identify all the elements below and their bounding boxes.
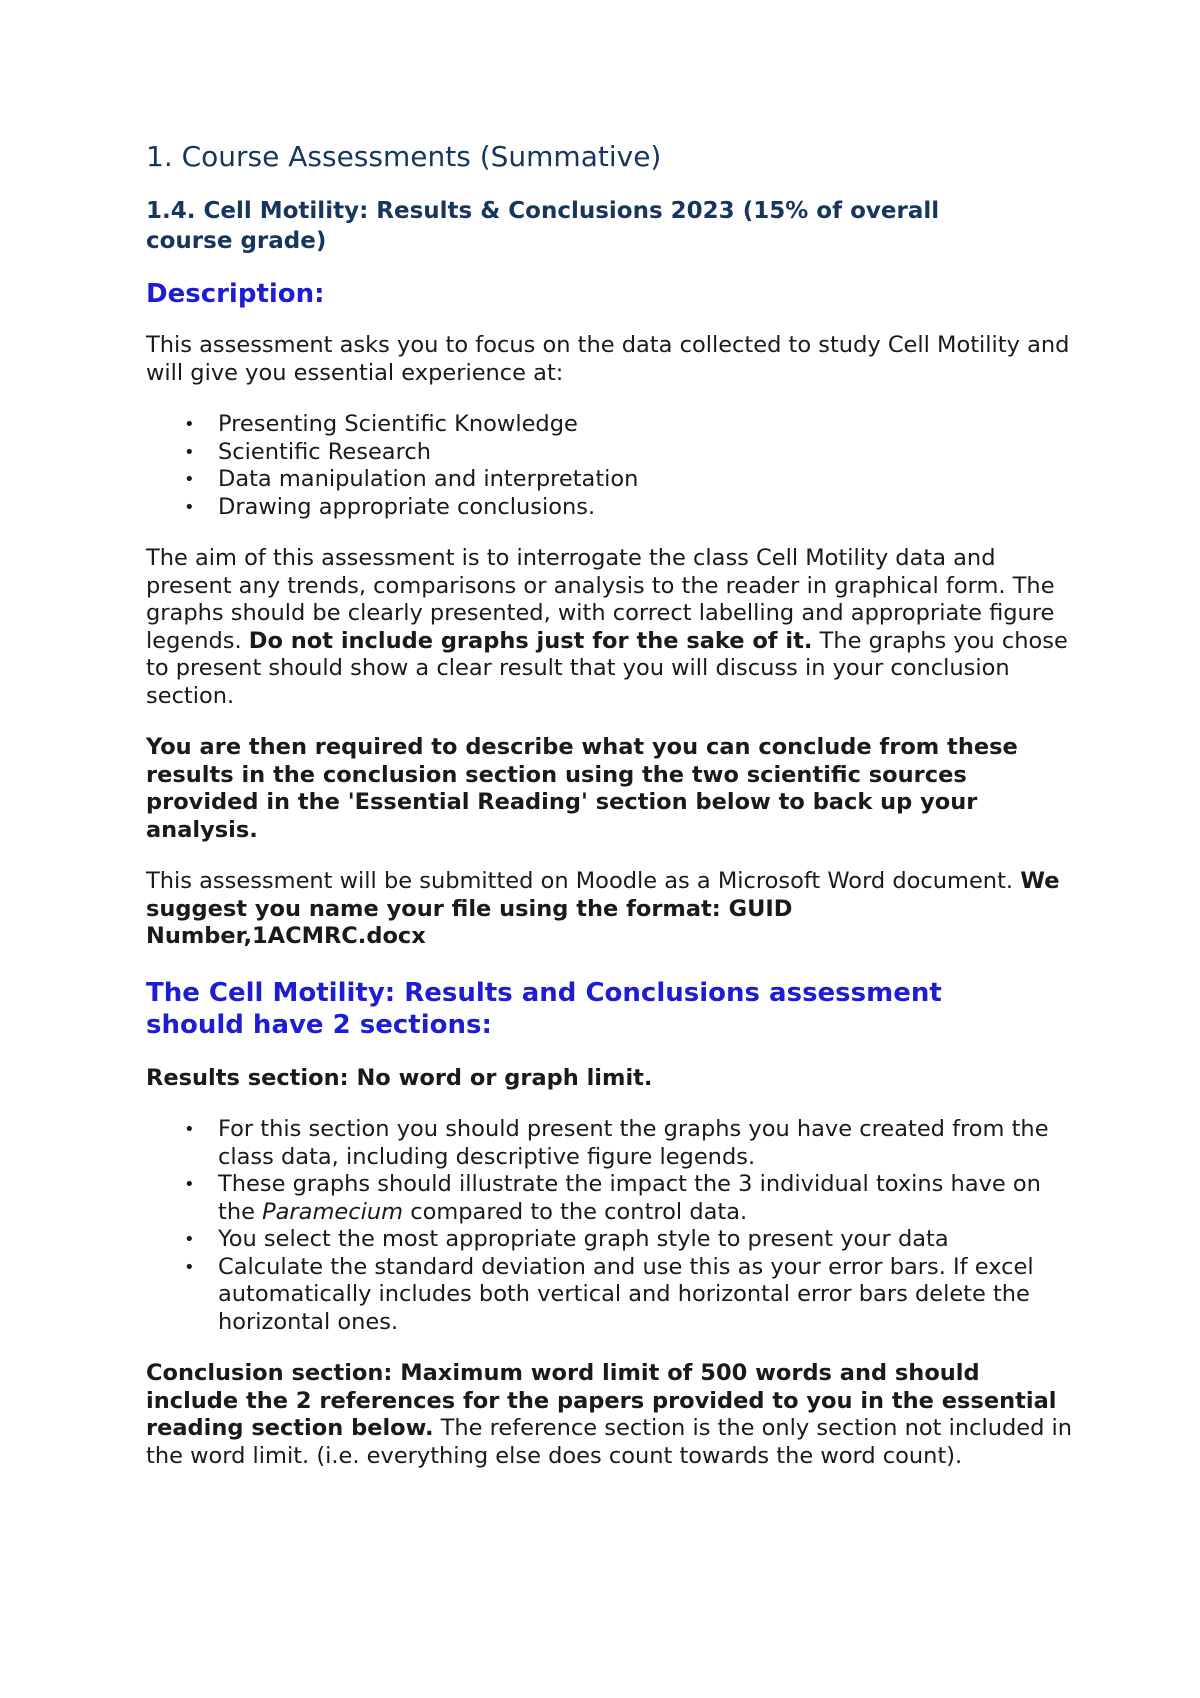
bullet-icon: • <box>184 414 195 435</box>
description-heading: Description: <box>146 279 325 309</box>
list-item: • For this section you should present the graphs you have created from the class data, including descriptive figure legends. <box>184 1116 1049 1170</box>
bullet-icon: • <box>184 1174 195 1195</box>
list-item: • Data manipulation and interpretation <box>184 466 639 492</box>
list-item: • Drawing appropriate conclusions. <box>184 493 596 520</box>
list-item: • Presenting Scientific Knowledge <box>184 411 578 437</box>
list-item: • Calculate the standard deviation and use this as your error bars. If excel automatically includes both vertical and horizontal error bars delete the horizontal ones. <box>184 1253 1034 1335</box>
bullet-icon: • <box>184 1119 195 1140</box>
bullet-icon: • <box>184 469 195 490</box>
submission-paragraph: This assessment will be submitted on Moodle as a Microsoft Word document. We suggest you name your file using the format: GUID Number,1ACMRC.docx <box>146 868 1060 949</box>
bullet-icon: • <box>184 441 195 463</box>
results-section-title: Results section: No word or graph limit. <box>146 1064 653 1091</box>
page-title: 1. Course Assessments (Summative) <box>146 140 662 173</box>
list-item: • You select the most appropriate graph style to present your data <box>184 1226 949 1252</box>
aim-emphasis: Do not include graphs just for the sake of it. <box>248 627 813 654</box>
intro-paragraph: This assessment asks you to focus on the data collected to study Cell Motility and will give you essential experience at: <box>146 332 1070 386</box>
experience-list <box>146 411 1076 521</box>
organism-name: Paramecium <box>262 1198 404 1225</box>
bullet-icon: • <box>184 496 195 518</box>
section-heading: 1.4. Cell Motility: Results & Conclusions 2023 (15% of overall course grade) <box>146 198 940 254</box>
conclusion-section-title: Conclusion section: Maximum word limit of 500 words and should include the 2 references for the papers provided to you in the essential reading section below. <box>146 1360 1057 1441</box>
sections-heading: The Cell Motility: Results and Conclusions assessment should have 2 sections: <box>146 977 942 1040</box>
list-item: • Scientific Research <box>184 438 431 465</box>
bullet-icon: • <box>184 1256 195 1278</box>
conclusion-paragraph: Conclusion section: Maximum word limit of 500 words and should include the 2 references for the papers provided to you in the essential reading section below. The reference section is the only section not included in the word limit. (i.e. everything else does count towards the word count). <box>146 1360 1073 1469</box>
list-item: • These graphs should illustrate the impact the 3 individual toxins have on the Paramecium compared to the control data. <box>184 1171 1041 1225</box>
aim-paragraph: The aim of this assessment is to interrogate the class Cell Motility data and present any trends, comparisons or analysis to the reader in graphical form. The graphs should be clearly presented, with correct labelling and appropriate figure legends. Do not include graphs just for the sake of it. The graphs you chose to present should show a clear result that you will discuss in your conclusion section. <box>146 545 1068 709</box>
bullet-icon: • <box>184 1229 195 1250</box>
requirement-paragraph: You are then required to describe what you can conclude from these results in the conclusion section using the two scientific sources provided in the 'Essential Reading' section below to back up your analysis. <box>146 734 1018 843</box>
document-body <box>146 140 1076 1470</box>
filename-format: We suggest you name your file using the format: GUID Number,1ACMRC.docx <box>146 868 1060 949</box>
results-list <box>146 1116 1076 1336</box>
